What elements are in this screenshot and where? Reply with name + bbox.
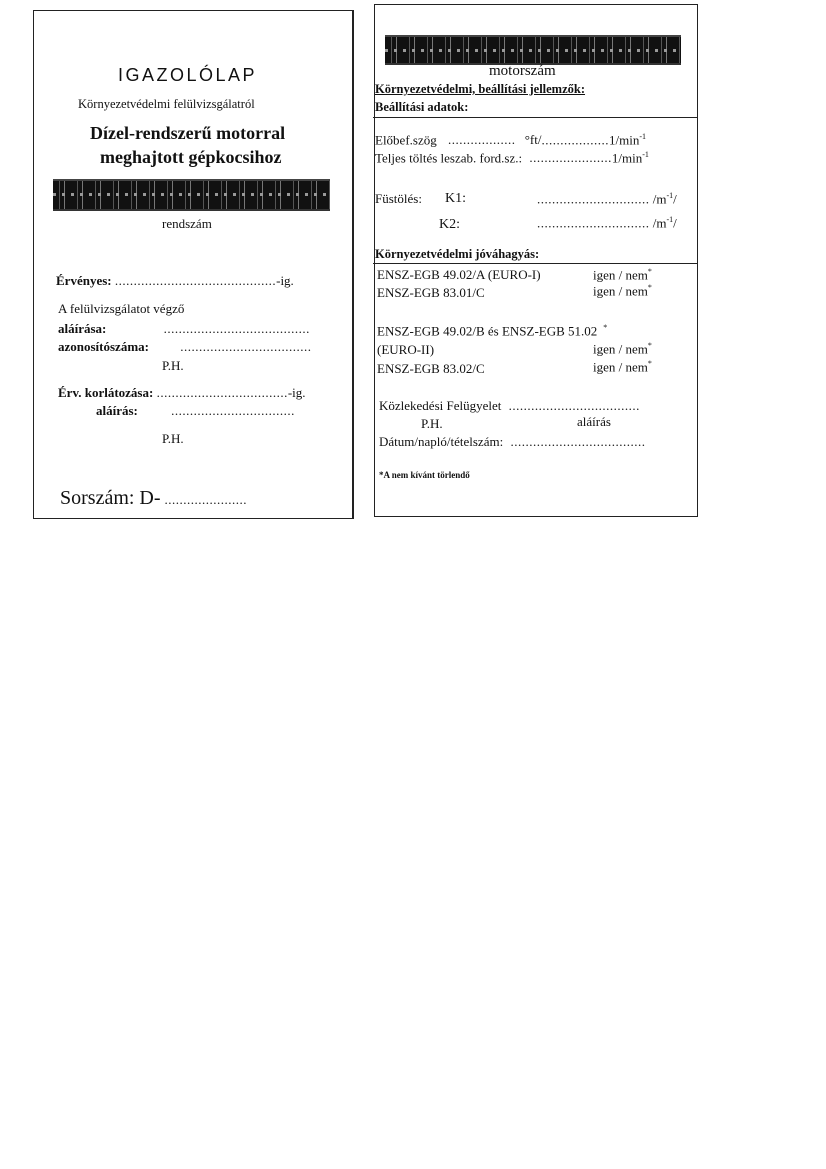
- certificate-title: IGAZOLÓLAP: [118, 65, 258, 85]
- certificate-front-card: [33, 10, 354, 519]
- k1-label: K1:: [445, 191, 466, 206]
- date-field[interactable]: ....................................: [510, 434, 646, 449]
- id-label: azonosítószáma:: [58, 339, 149, 354]
- approval-row: [377, 361, 485, 377]
- k2-unit: /m: [652, 215, 667, 231]
- k1-exponent: -1: [666, 191, 674, 200]
- section-divider-1: [373, 117, 697, 118]
- k2-label: K2:: [439, 217, 460, 232]
- authority-label: Közlekedési Felügyelet: [379, 398, 502, 413]
- k2-tail: /: [673, 215, 677, 231]
- section-divider-2: [373, 263, 697, 264]
- approval-row: [377, 267, 541, 283]
- serial-field[interactable]: ......................: [164, 492, 248, 507]
- restriction-field[interactable]: ...................................: [156, 385, 288, 400]
- restriction-signature-label: aláírás:: [96, 403, 138, 418]
- approval-title: Környezetvédelmi jóváhagyás:: [375, 247, 540, 261]
- k1-unit: /m: [652, 191, 667, 207]
- authority-row: [379, 398, 640, 414]
- footnote-mark: *: [603, 323, 608, 332]
- fullload-row: [375, 150, 649, 166]
- approval-choice[interactable]: [593, 267, 652, 283]
- approval-text: ENSZ-EGB 83.02/C: [377, 361, 485, 376]
- preinjection-unit-1: °ft/: [524, 132, 542, 148]
- valid-label: Érvényes:: [56, 273, 112, 288]
- approval-text: (EURO-II): [377, 342, 435, 357]
- inspector-label: A felülvizsgálatot végző: [58, 301, 185, 316]
- restriction-signature-field[interactable]: .................................: [171, 403, 295, 418]
- k1-field[interactable]: ..............................: [537, 191, 650, 207]
- date-row: [379, 434, 645, 450]
- approval-choice[interactable]: [593, 283, 652, 299]
- preinjection-unit-2: 1/min: [609, 132, 640, 148]
- settings-subtitle: Beállítási adatok:: [375, 100, 469, 114]
- serial-label: Sorszám: D-: [60, 487, 161, 509]
- footnote-mark: *: [647, 267, 652, 276]
- certificate-back-card: [374, 4, 698, 517]
- restriction-signature-row: [96, 403, 295, 419]
- approval-choice-text: igen / nem: [593, 267, 648, 283]
- plate-number-redacted: [53, 179, 330, 211]
- approval-text: ENSZ-EGB 49.02/B és ENSZ-EGB 51.02: [377, 323, 598, 339]
- inspector-signature-row: [58, 321, 310, 337]
- env-settings-title: Környezetvédelmi, beállítási jellemzők:: [375, 82, 586, 96]
- k2-exponent: -1: [666, 215, 674, 224]
- footnote-mark: *: [647, 283, 652, 292]
- approval-text: ENSZ-EGB 49.02/A (EURO-I): [377, 267, 541, 282]
- k1-tail: /: [673, 191, 677, 207]
- approval-choice-text: igen / nem: [593, 359, 648, 375]
- preinjection-exponent: -1: [639, 132, 647, 141]
- approval-row: [377, 342, 434, 358]
- authority-field[interactable]: ...................................: [508, 398, 640, 413]
- fullload-unit: 1/min: [611, 150, 643, 166]
- preinjection-label: Előbef.szög: [375, 132, 437, 148]
- fullload-field[interactable]: ......................: [529, 150, 612, 166]
- fullload-exponent: -1: [642, 150, 649, 159]
- approval-row: [377, 285, 485, 301]
- signature-label: aláírása:: [58, 321, 107, 336]
- authority-signature: aláírás: [577, 414, 611, 429]
- approval-choice[interactable]: [593, 359, 652, 375]
- footnote-mark: *: [647, 341, 652, 350]
- id-field[interactable]: ...................................: [180, 339, 312, 354]
- plate-caption: rendszám: [162, 216, 212, 231]
- valid-until-row: [56, 273, 294, 289]
- approval-row: [377, 323, 607, 339]
- engine-caption: motorszám: [489, 63, 556, 79]
- inspector-id-row: [58, 339, 312, 355]
- smoke-label: Füstölés:: [375, 191, 422, 206]
- approval-choice-text: igen / nem: [593, 283, 648, 299]
- footnote-mark: *: [647, 359, 652, 368]
- restriction-row: [58, 385, 306, 401]
- restriction-suffix: -ig.: [287, 385, 306, 400]
- k2-field[interactable]: ..............................: [537, 215, 650, 231]
- approval-choice[interactable]: [593, 341, 652, 357]
- valid-field[interactable]: ...........................................: [114, 273, 277, 288]
- restriction-label: Érv. korlátozása:: [58, 385, 154, 400]
- approval-text: ENSZ-EGB 83.01/C: [377, 285, 485, 300]
- authority-stamp: P.H.: [421, 416, 443, 431]
- serial-number-row: [60, 487, 247, 510]
- heading-line-2: meghajtott gépkocsihoz: [100, 147, 282, 167]
- date-label: Dátum/napló/tételszám:: [379, 434, 504, 449]
- preinjection-field-1[interactable]: ..................: [447, 132, 516, 148]
- stamp-placeholder-1: P.H.: [162, 358, 184, 373]
- preinjection-field-2[interactable]: ..................: [541, 132, 609, 148]
- valid-suffix: -ig.: [276, 273, 294, 288]
- preinjection-row: [375, 132, 646, 148]
- k2-value-row: [537, 215, 677, 231]
- heading-line-1: Dízel-rendszerű motorral: [90, 123, 286, 143]
- certificate-subtitle: Környezetvédelmi felülvizsgálatról: [78, 97, 255, 111]
- footnote: *A nem kívánt törlendő: [379, 470, 470, 480]
- stamp-placeholder-2: P.H.: [162, 431, 184, 446]
- k1-value-row: [537, 191, 677, 207]
- fullload-label: Teljes töltés leszab. ford.sz.:: [375, 150, 523, 166]
- engine-number-redacted: [385, 35, 681, 65]
- approval-choice-text: igen / nem: [593, 341, 648, 357]
- signature-field[interactable]: .......................................: [163, 321, 310, 336]
